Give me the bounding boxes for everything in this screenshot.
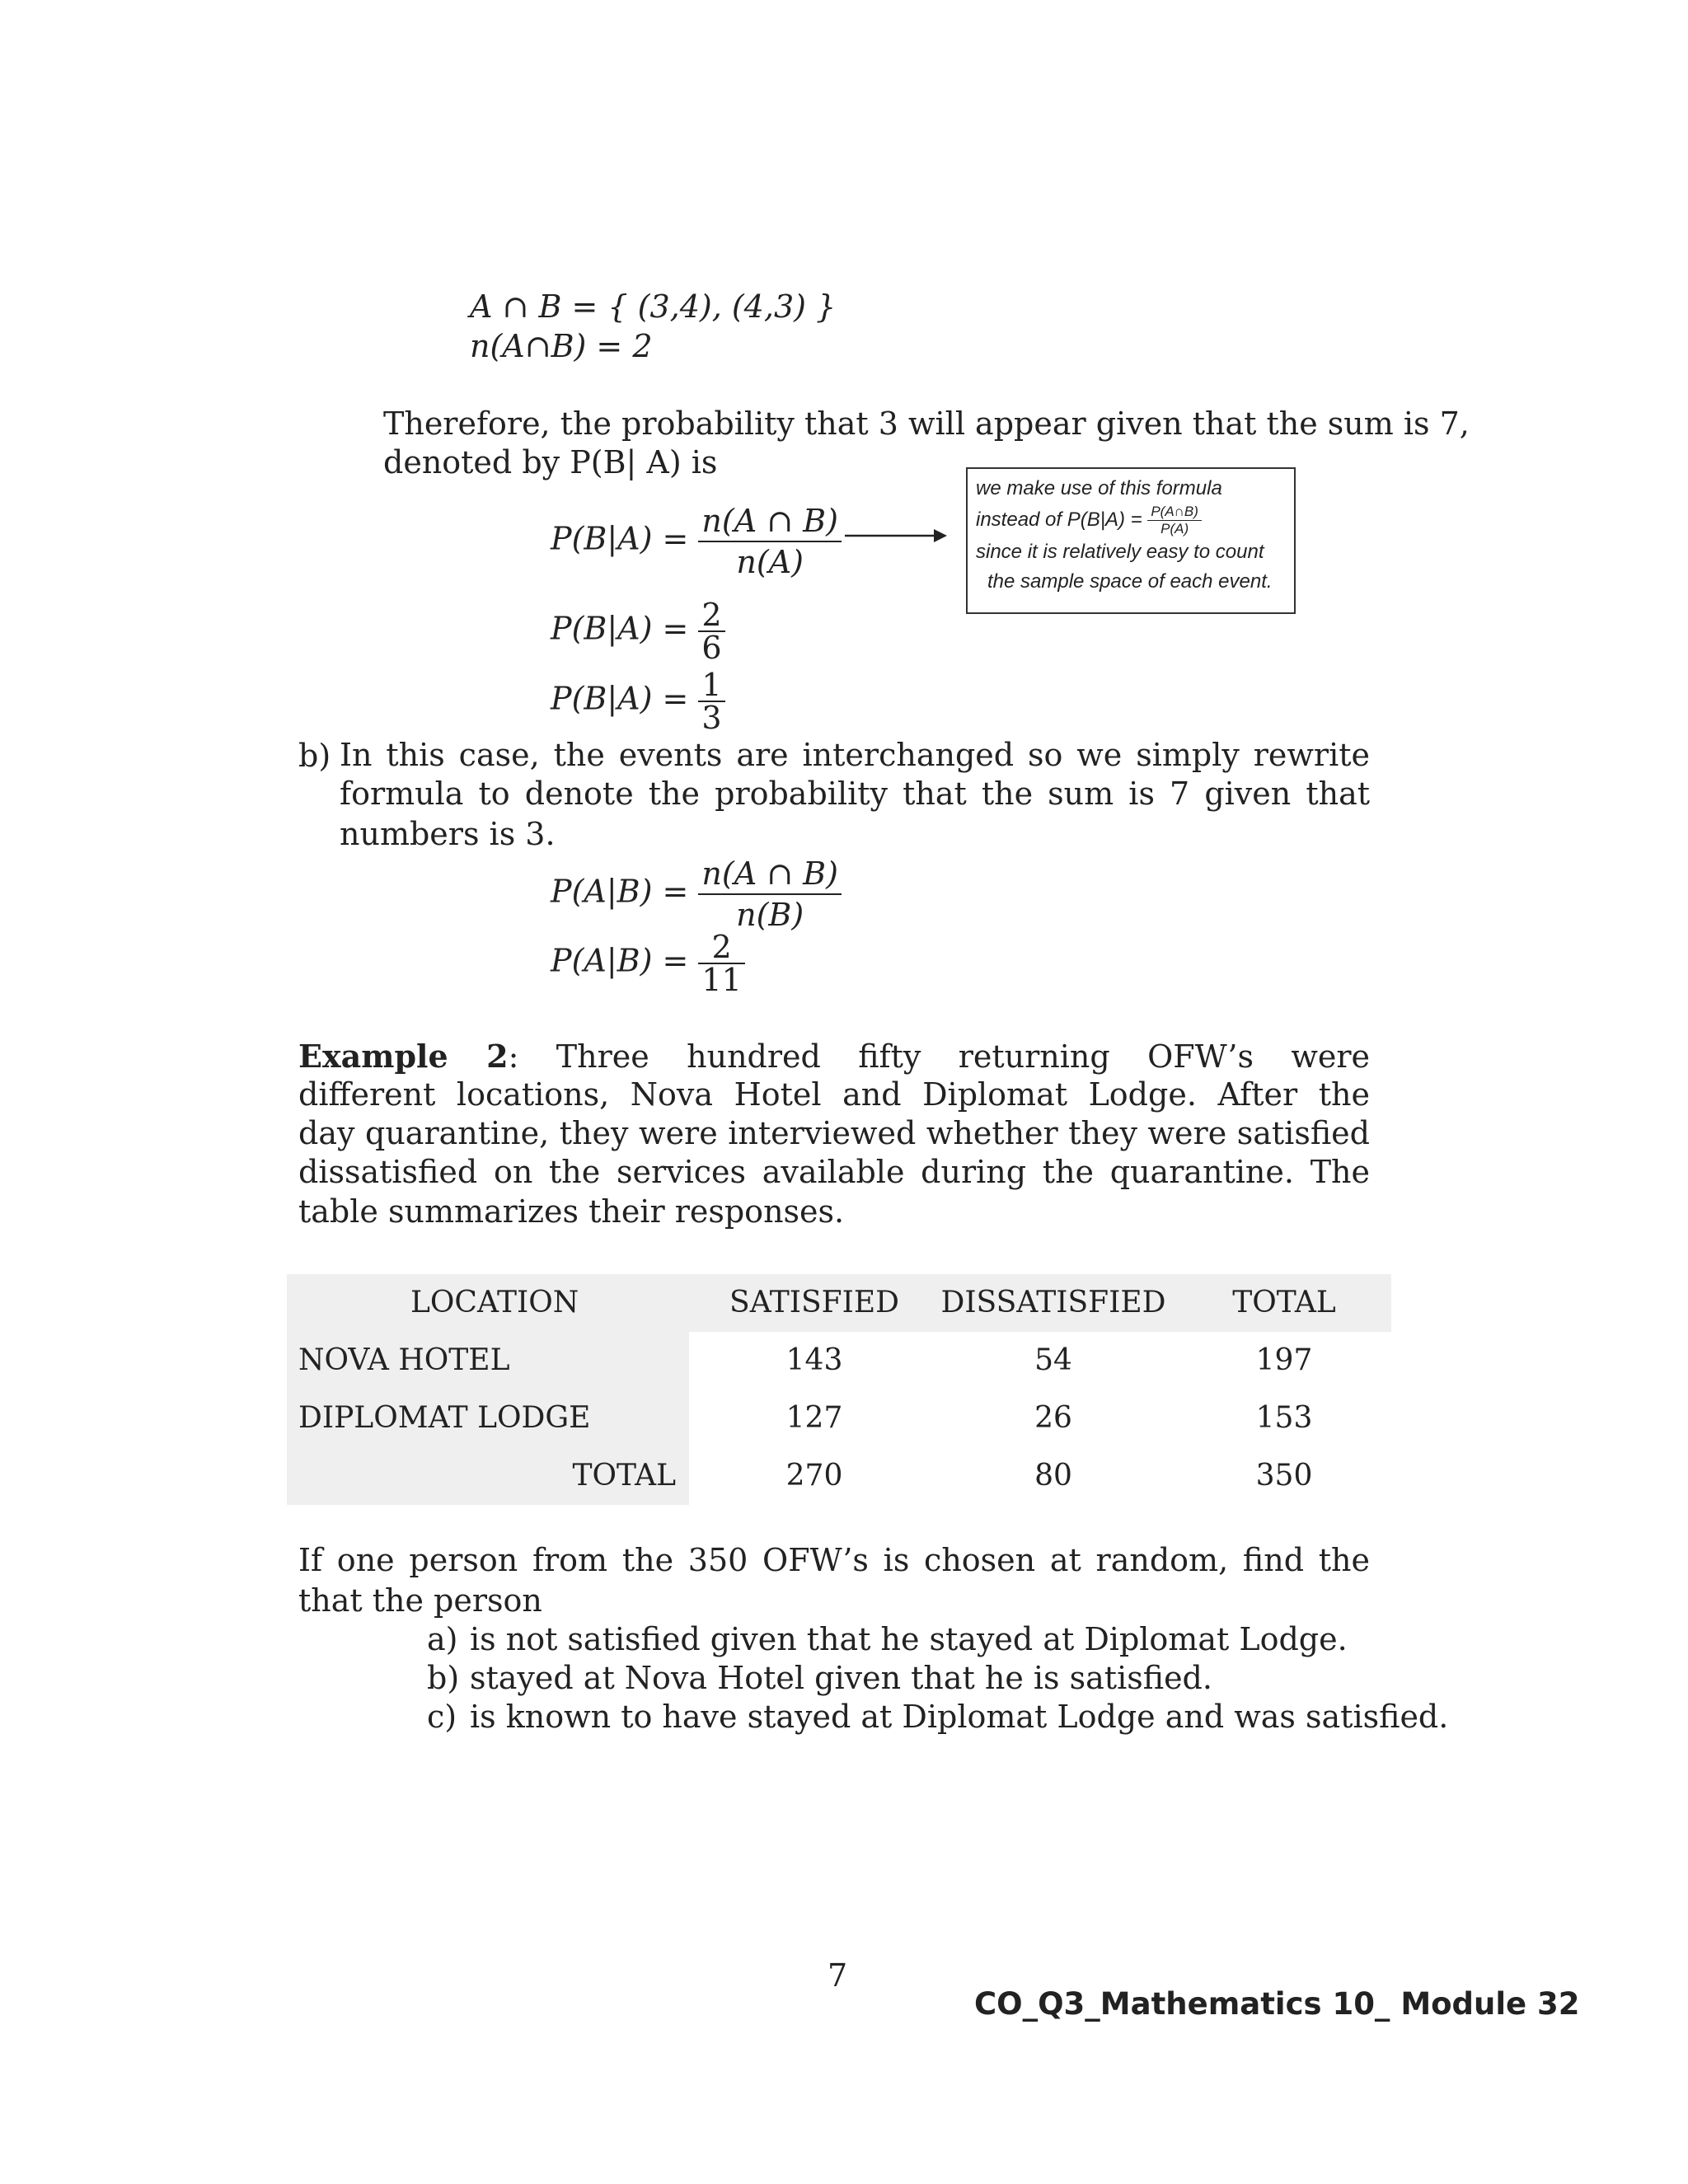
question-item-a-label: a) (427, 1621, 458, 1657)
example-2-line-3: day quarantine, they were interviewed whether they were satisfied (298, 1115, 1370, 1151)
fraction (698, 501, 842, 582)
fraction-numerator: n(A ∩ B) (701, 855, 838, 892)
table-row-label: TOTAL (572, 1459, 676, 1493)
example-2-label: Example 2 (298, 1038, 509, 1075)
question-item-b-label: b) (427, 1660, 460, 1696)
part-b-label: b) (298, 738, 331, 774)
page-number: 7 (828, 1957, 848, 1994)
part-b-line-2: formula to denote the probability that the sum is 7 given that (340, 776, 1370, 812)
equation-a-1 (551, 501, 842, 582)
note-line-4: the sample space of each event. (987, 570, 1273, 593)
note-line-2-prefix: instead of P(B|A) = (976, 508, 1142, 531)
fraction (698, 854, 842, 935)
table-cell-total: 153 (1255, 1401, 1313, 1435)
part-b-line-1: In this case, the events are interchanged so we simply rewrite (340, 737, 1370, 773)
table-cell-satisfied: 143 (785, 1343, 843, 1377)
example-2-line-1 (298, 1037, 1370, 1076)
equation-b-1 (551, 854, 842, 935)
question-item-c-label: c) (427, 1699, 457, 1735)
equation-lhs: P(B|A) = (551, 610, 689, 647)
fraction-denominator: 3 (698, 701, 724, 733)
fraction-numerator: 1 (701, 667, 722, 703)
table-cell-satisfied: 127 (785, 1401, 843, 1435)
table-cell-dissatisfied: 80 (1034, 1459, 1072, 1493)
intro-line-2: denoted by P(B| A) is (383, 444, 718, 480)
table-header-location: LOCATION (410, 1286, 579, 1319)
note-line-2 (976, 504, 1286, 537)
equation-lhs: P(B|A) = (551, 520, 689, 557)
fraction (698, 597, 724, 666)
part-b-line-3: numbers is 3. (340, 816, 556, 852)
table-header-total: TOTAL (1232, 1286, 1336, 1319)
table-cell-total: 350 (1255, 1459, 1313, 1493)
note-fraction-denominator: P(A) (1147, 520, 1202, 537)
equation-lhs: P(A|B) = (551, 873, 689, 910)
question-line-2: that the person (298, 1582, 542, 1619)
formula-note-box (966, 467, 1296, 614)
table-row-label: NOVA HOTEL (298, 1343, 510, 1377)
example-2-line-2: different locations, Nova Hotel and Diplomat Lodge. After the (298, 1076, 1370, 1113)
fraction (698, 667, 724, 736)
table-cell-total: 197 (1255, 1343, 1313, 1377)
equation-a-2 (551, 597, 725, 666)
question-item-b: stayed at Nova Hotel given that he is satisfied. (470, 1660, 1212, 1696)
fraction-denominator: n(A) (698, 541, 842, 582)
table-cell-dissatisfied: 26 (1034, 1401, 1072, 1435)
equation-lhs: P(A|B) = (551, 942, 689, 979)
equation-b-2 (551, 931, 745, 996)
table-cell-satisfied: 270 (785, 1459, 843, 1493)
module-footer: CO_Q3_Mathematics 10_ Module 32 (974, 1986, 1580, 2022)
table-header-dissatisfied: DISSATISFIED (940, 1286, 1166, 1319)
fraction (698, 931, 744, 996)
question-line-1: If one person from the 350 OFW’s is chosen at random, find the (298, 1542, 1370, 1578)
question-item-c: is known to have stayed at Diplomat Lodge and was satisfied. (470, 1699, 1449, 1735)
table-cell-dissatisfied: 54 (1034, 1343, 1072, 1377)
intro-line-1: Therefore, the probability that 3 will appear given that the sum is 7, (383, 405, 1470, 442)
example-2-line-4: dissatisfied on the services available during the quarantine. The (298, 1154, 1370, 1190)
quarantine-table (287, 1274, 1391, 1505)
fraction-numerator: 2 (711, 929, 732, 965)
intersection-set-line: A ∩ B = { (3,4), (4,3) } (470, 288, 837, 325)
question-item-a: is not satisfied given that he stayed at Diplomat Lodge. (470, 1621, 1348, 1657)
fraction-denominator: 6 (698, 630, 724, 663)
fraction-denominator: 11 (698, 963, 744, 996)
equation-a-3 (551, 667, 725, 736)
equation-lhs: P(B|A) = (551, 680, 689, 717)
fraction-numerator: n(A ∩ B) (701, 503, 838, 539)
note-line-1: we make use of this formula (976, 477, 1222, 499)
table-header-satisfied: SATISFIED (729, 1286, 899, 1319)
table-row-label: DIPLOMAT LODGE (298, 1401, 591, 1435)
fraction-denominator: n(B) (698, 893, 842, 935)
note-line-3: since it is relatively easy to count (976, 541, 1264, 563)
note-fraction (1147, 504, 1202, 537)
example-2-line-5: table summarizes their responses. (298, 1193, 845, 1230)
arrow-right-icon (845, 523, 948, 548)
example-2-line-1-text: : Three hundred fifty returning OFW’s were (508, 1038, 1370, 1075)
fraction-numerator: 2 (701, 597, 722, 633)
intersection-count-line: n(A∩B) = 2 (470, 328, 653, 364)
note-fraction-numerator: P(A∩B) (1151, 504, 1198, 519)
